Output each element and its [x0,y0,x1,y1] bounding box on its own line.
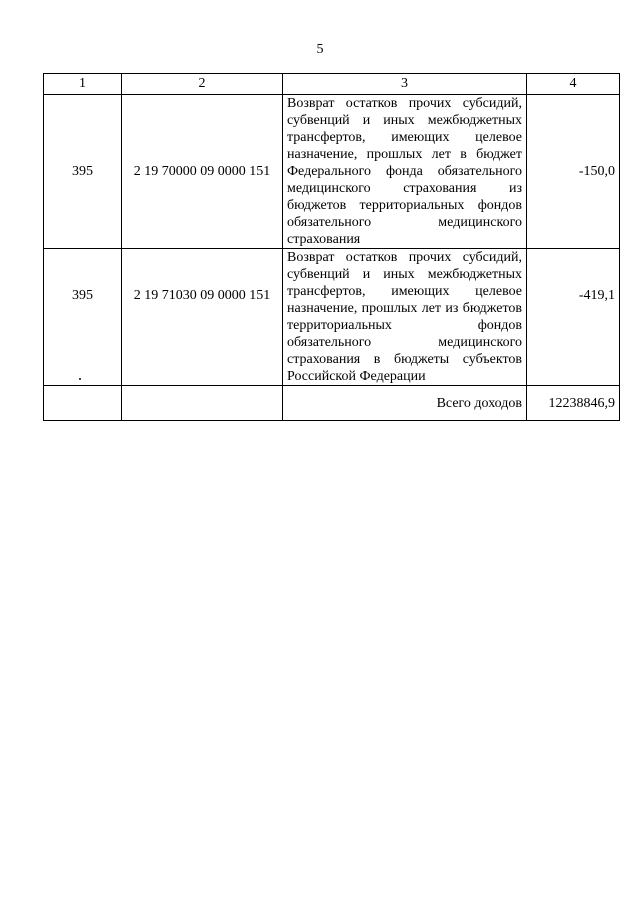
column-header-1: 1 [44,74,122,95]
column-header-3: 3 [283,74,527,95]
total-amount: 12238846,9 [527,386,620,421]
column-header-2: 2 [122,74,283,95]
income-description-cell: Возврат остатков прочих субсидий, субвенций и иных межбюджетных трансфертов, имеющих целевое назначение, прошлых лет из бюджетов территориальных фондов обязательного медицинского страхования в бюджеты субъектов Российской Федерации [283,249,527,386]
table-row [44,95,620,249]
amount-cell: -150,0 [527,95,620,249]
admin-code-cell: 395 [44,95,122,249]
income-description-cell: Возврат остатков прочих субсидий, субвенций и иных межбюджетных трансфертов, имеющих целевое назначение, прошлых лет в бюджет Федерального фонда обязательного медицинского страхования из бюджетов территориальных фондов обязательного медицинского страхования [283,95,527,249]
scan-speck [79,378,81,380]
income-table [43,73,620,421]
budget-classification-code-cell: 2 19 71030 09 0000 151 [122,249,283,386]
total-label: Всего доходов [283,386,527,421]
empty-cell [122,386,283,421]
column-header-4: 4 [527,74,620,95]
table-header-row [44,74,620,95]
page-number: 5 [316,42,324,57]
table-row [44,249,620,386]
budget-classification-code-cell: 2 19 70000 09 0000 151 [122,95,283,249]
amount-cell: -419,1 [527,249,620,386]
total-row [44,386,620,421]
empty-cell [44,386,122,421]
admin-code-cell: 395 [44,249,122,386]
